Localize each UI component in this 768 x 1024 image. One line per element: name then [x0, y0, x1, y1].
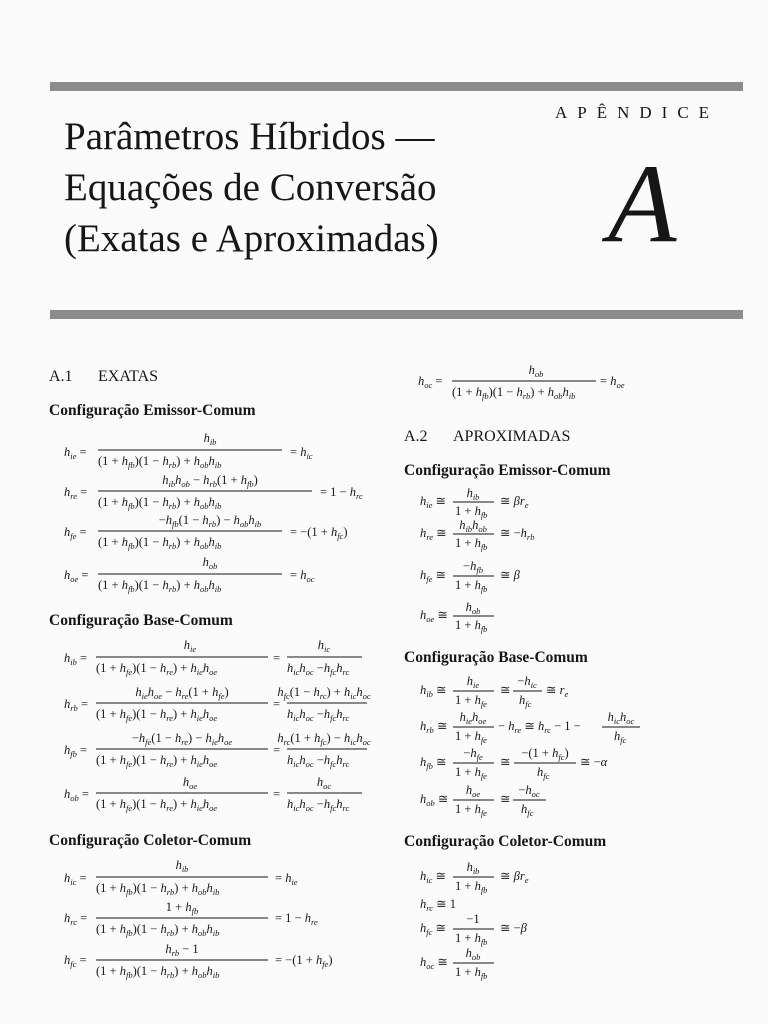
svg-text:hob: $h_{ob}$	[465, 946, 481, 962]
svg-text:hib: $h_{ib}$	[203, 431, 217, 447]
svg-text:hie: $h_{ie}$	[183, 638, 197, 654]
bottom-rule	[50, 310, 743, 319]
subheading-approx-common-base: Configuração Base-Comum	[404, 649, 588, 666]
svg-text:hfb ≅: $h_{fb}$ ≅	[420, 755, 447, 771]
svg-text:hrb =: $h_{rb}$ =	[64, 697, 88, 713]
svg-text:hoc =: $h_{oc}$ =	[418, 374, 443, 390]
subheading-exact-common-emitter: Configuração Emissor-Comum	[49, 402, 256, 419]
svg-text:≅ −β: ≅ −β	[500, 921, 527, 935]
svg-text:−hfb(1 − hrb) − hobhib: $-h_{fb}(1 - h_{rb}) - h_{ob}h_{ib}$	[158, 513, 262, 529]
svg-text:hiehoe − hre(1 + hfe): $h_{ie}h_{oe} - h_{re}(1 + h_{fe})$	[135, 685, 229, 701]
svg-text:−hfe(1 − hre) − hiehoe: $-h_{fe}(1 - h_{re}) - h_{ie}h_{oe}$	[131, 731, 233, 747]
formula-exact-ce	[62, 428, 362, 598]
svg-text:−hoc: $-h_{oc}$	[518, 783, 540, 799]
svg-text:hob ≅: $h_{ob}$ ≅	[420, 792, 449, 808]
svg-text:hie ≅: $h_{ie}$ ≅	[420, 494, 446, 510]
svg-text:hib: $h_{ib}$	[466, 486, 480, 502]
svg-text:hfe =: $h_{fe}$ =	[64, 525, 87, 541]
svg-text:hichoc −hfchrc: $h_{ic}h_{oc} -h_{fc}h_{rc}$	[287, 753, 350, 769]
svg-text:(1 + hfe)(1 − hre) + hiehoe: $(1 + h_{fe})(1 - h_{re}) + h_{ie}h_{oe}$	[96, 753, 218, 769]
svg-text:hre =: $h_{re}$ =	[64, 485, 88, 501]
svg-text:=: =	[273, 787, 281, 801]
svg-text:≅: ≅	[500, 755, 511, 769]
svg-text:≅ −hrb: ≅ $-h_{rb}$	[500, 526, 535, 542]
svg-text:−(1 + hfc): $-(1 + h_{fc})$	[521, 746, 569, 762]
subheading-approx-common-emitter: Configuração Emissor-Comum	[404, 462, 611, 479]
svg-text:(1 + hfb)(1 − hrb) + hobhib: $(1 + h_{fb})(1 - h_{rb}) + h_{ob}h_{ib}$	[452, 385, 576, 401]
svg-text:hfb =: $h_{fb}$ =	[64, 743, 88, 759]
svg-text:= hie: = $h_{ie}$	[275, 871, 298, 887]
svg-text:(1 + hfb)(1 − hrb) + hobhib: $(1 + h_{fb})(1 - h_{rb}) + h_{ob}h_{ib}$	[98, 454, 222, 470]
svg-text:hre ≅: $h_{re}$ ≅	[420, 526, 447, 542]
formula-exact-cc	[62, 858, 362, 988]
formula-approx-cb	[418, 674, 678, 824]
svg-text:−hfb: $-h_{fb}$	[463, 559, 483, 575]
svg-text:hiehoe: $h_{ie}h_{oe}$	[459, 710, 487, 726]
svg-text:(1 + hfb)(1 − hrb) + hobhib: $(1 + h_{fb})(1 - h_{rb}) + h_{ob}h_{ib}$	[98, 578, 222, 594]
subheading-exact-common-base: Configuração Base-Comum	[49, 612, 233, 629]
svg-text:hie =: $h_{ie}$ =	[64, 445, 87, 461]
svg-text:≅ −α: ≅ −α	[580, 755, 608, 769]
svg-text:hic ≅: $h_{ic}$ ≅	[420, 869, 446, 885]
svg-text:hfc: $h_{fc}$	[537, 765, 550, 781]
svg-text:(1 + hfb)(1 − hrb) + hobhib: $(1 + h_{fb})(1 - h_{rb}) + h_{ob}h_{ib}$	[96, 922, 220, 938]
svg-text:hfe ≅: $h_{fe}$ ≅	[420, 568, 446, 584]
title-line-2: Equações de Conversão	[64, 166, 437, 209]
appendix-label: APÊNDICE	[555, 103, 720, 122]
svg-text:= hoe: = $h_{oe}$	[600, 374, 625, 390]
svg-text:≅ re: ≅ $r_e$	[546, 683, 569, 699]
section-heading-approx	[404, 428, 570, 446]
svg-text:hfc: $h_{fc}$	[519, 693, 532, 709]
svg-text:hob =: $h_{ob}$ =	[64, 787, 89, 803]
svg-text:1 + hfb: $1 + h_{fb}$	[455, 504, 488, 520]
svg-text:= −(1 + hfe): = $-(1 + h_{fe})$	[275, 953, 333, 969]
formula-exact-cb	[62, 638, 382, 818]
svg-text:hichoc: $h_{ic}h_{oc}$	[607, 710, 635, 726]
svg-text:1 + hfb: $1 + h_{fb}$	[455, 578, 488, 594]
svg-text:1 + hfb: $1 + h_{fb}$	[455, 879, 488, 895]
svg-text:hfc ≅: $h_{fc}$ ≅	[420, 921, 446, 937]
svg-text:≅ βre: ≅ $\beta r_e$	[500, 494, 529, 510]
section-number: A.1	[49, 368, 73, 385]
formula-approx-ce	[418, 487, 618, 637]
svg-text:= 1 − hrc: = $1 - h_{rc}$	[320, 485, 363, 501]
svg-text:hoc ≅: $h_{oc}$ ≅	[420, 955, 448, 971]
svg-text:=: =	[273, 697, 281, 711]
svg-text:1 + hfb: $1 + h_{fb}$	[455, 965, 488, 981]
svg-text:≅: ≅	[500, 792, 511, 806]
svg-text:hob: $h_{ob}$	[202, 555, 218, 571]
svg-text:≅ β: ≅ β	[500, 568, 520, 582]
svg-text:≅ βre: ≅ $\beta r_e$	[500, 869, 529, 885]
svg-text:1 + hfe: $1 + h_{fe}$	[455, 802, 487, 818]
svg-text:hichoc −hfchrc: $h_{ic}h_{oc} -h_{fc}h_{rc}$	[287, 707, 350, 723]
subheading-exact-common-collector: Configuração Coletor-Comum	[49, 832, 252, 849]
svg-text:hib =: $h_{ib}$ =	[64, 651, 88, 667]
section-number: A.2	[404, 428, 428, 445]
svg-text:hibhob − hrb(1 + hfb): $h_{ib}h_{ob} - h_{rb}(1 + h_{fb})$	[162, 473, 258, 489]
subheading-approx-common-collector: Configuração Coletor-Comum	[404, 833, 607, 850]
title-line-3: (Exatas e Aproximadas)	[64, 217, 439, 260]
svg-text:hoe: $h_{oe}$	[465, 783, 481, 799]
svg-text:1 + hfb: $1 + h_{fb}$	[165, 900, 199, 916]
svg-text:−1: −1	[466, 912, 480, 926]
svg-text:hib ≅: $h_{ib}$ ≅	[420, 683, 447, 699]
svg-text:1 + hfb: $1 + h_{fb}$	[455, 536, 488, 552]
svg-text:1 + hfe: $1 + h_{fe}$	[455, 693, 487, 709]
svg-text:1 + hfe: $1 + h_{fe}$	[455, 765, 487, 781]
svg-text:hoe ≅: $h_{oe}$ ≅	[420, 608, 448, 624]
svg-text:hichoc −hfchrc: $h_{ic}h_{oc} -h_{fc}h_{rc}$	[287, 797, 350, 813]
formula-exact-hoc	[416, 362, 666, 408]
svg-text:=: =	[273, 743, 281, 757]
svg-text:(1 + hfb)(1 − hrb) + hobhib: $(1 + h_{fb})(1 - h_{rb}) + h_{ob}h_{ib}$	[98, 495, 222, 511]
svg-text:hfc: $h_{fc}$	[521, 802, 534, 818]
svg-text:hichoc −hfchrc: $h_{ic}h_{oc} -h_{fc}h_{rc}$	[287, 661, 350, 677]
svg-text:= 1 − hre: = $1 - h_{re}$	[275, 911, 318, 927]
section-title: EXATAS	[98, 368, 159, 385]
svg-text:≅: ≅	[500, 683, 511, 697]
svg-text:(1 + hfe)(1 − hre) + hiehoe: $(1 + h_{fe})(1 - h_{re}) + h_{ie}h_{oe}$	[96, 707, 218, 723]
svg-text:(1 + hfb)(1 − hrb) + hobhib: $(1 + h_{fb})(1 - h_{rb}) + h_{ob}h_{ib}$	[98, 535, 222, 551]
svg-text:hob: $h_{ob}$	[465, 600, 481, 616]
svg-text:1 + hfb: $1 + h_{fb}$	[455, 618, 488, 634]
svg-text:hic: $h_{ic}$	[317, 638, 331, 654]
svg-text:hob: $h_{ob}$	[528, 363, 544, 379]
svg-text:1 + hfb: $1 + h_{fb}$	[455, 931, 488, 947]
svg-text:= hoc: = $h_{oc}$	[290, 568, 315, 584]
svg-text:1 + hfe: $1 + h_{fe}$	[455, 729, 487, 745]
svg-text:hic =: $h_{ic}$ =	[64, 871, 87, 887]
svg-text:(1 + hfb)(1 − hrb) + hobhib: $(1 + h_{fb})(1 - h_{rb}) + h_{ob}h_{ib}$	[96, 881, 220, 897]
svg-text:hoe: $h_{oe}$	[182, 775, 198, 791]
svg-text:hrb ≅: $h_{rb}$ ≅	[420, 719, 448, 735]
svg-text:(1 + hfe)(1 − hre) + hiehoe: $(1 + h_{fe})(1 - h_{re}) + h_{ie}h_{oe}$	[96, 797, 218, 813]
appendix-letter: A	[608, 142, 677, 266]
page-title	[64, 111, 604, 264]
svg-text:hib: $h_{ib}$	[175, 858, 189, 874]
svg-text:−hfe: $-h_{fe}$	[463, 746, 483, 762]
formula-approx-cc	[418, 860, 618, 990]
svg-text:−hic: $-h_{ic}$	[517, 674, 537, 690]
svg-text:hfc: $h_{fc}$	[614, 729, 627, 745]
svg-text:hrc ≅ 1: $h_{rc}$ ≅ 1	[420, 897, 456, 913]
svg-text:hrc =: $h_{rc}$ =	[64, 911, 88, 927]
svg-text:hrc(1 + hfc) − hichoc: $h_{rc}(1 + h_{fc}) - h_{ic}h_{oc}$	[277, 731, 371, 747]
title-line-1: Parâmetros Híbridos —	[64, 115, 435, 158]
top-rule	[50, 82, 743, 91]
svg-text:hrb − 1: $h_{rb} - 1$	[165, 942, 199, 958]
svg-text:hibhob: $h_{ib}h_{ob}$	[459, 518, 487, 534]
svg-text:hib: $h_{ib}$	[466, 860, 480, 876]
svg-text:= hic: = $h_{ic}$	[290, 445, 313, 461]
svg-text:hoc: $h_{oc}$	[316, 775, 332, 791]
section-title: APROXIMADAS	[453, 428, 571, 445]
svg-text:− hre ≅ hrc − 1 −: − $h_{re}$ ≅ $h_{rc} - 1$ −	[498, 719, 581, 735]
section-heading-exact	[49, 368, 158, 386]
svg-text:hoe =: $h_{oe}$ =	[64, 568, 89, 584]
svg-text:hfc(1 − hrc) + hichoc: $h_{fc}(1 - h_{rc}) + h_{ic}h_{oc}$	[277, 685, 371, 701]
svg-text:= −(1 + hfc): = $-(1 + h_{fc})$	[290, 525, 348, 541]
svg-text:(1 + hfe)(1 − hre) + hiehoe: $(1 + h_{fe})(1 - h_{re}) + h_{ie}h_{oe}$	[96, 661, 218, 677]
svg-text:(1 + hfb)(1 − hrb) + hobhib: $(1 + h_{fb})(1 - h_{rb}) + h_{ob}h_{ib}$	[96, 964, 220, 980]
svg-text:hfc =: $h_{fc}$ =	[64, 953, 87, 969]
svg-text:=: =	[273, 651, 281, 665]
svg-text:hie: $h_{ie}$	[466, 674, 480, 690]
